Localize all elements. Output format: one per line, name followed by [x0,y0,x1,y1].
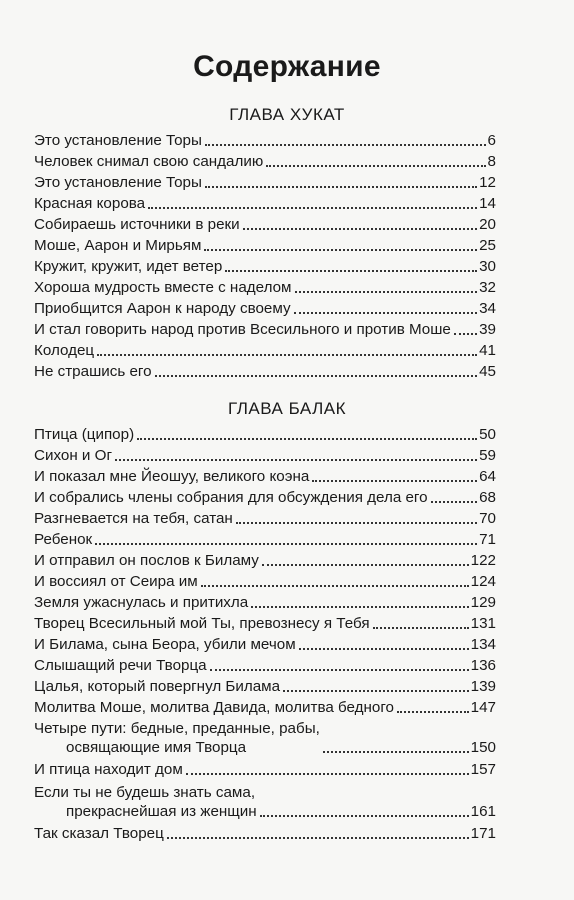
toc-entry-title: Кружит, кружит, идет ветер [34,258,223,275]
toc-entry-title: Красная корова [34,195,146,212]
toc-entry-title: И показал мне Йеошуу, великого коэна [34,468,310,485]
toc-entry-page: 34 [479,300,496,317]
toc-entry-title: Молитва Моше, молитва Давида, молитва бедного [34,699,394,716]
dot-leader [312,480,477,482]
toc-entry-page: 41 [479,342,496,359]
dot-leader [295,291,478,293]
toc-entry-title: Моше, Аарон и Мирьям [34,237,202,254]
page-title: Содержание [193,50,381,83]
toc-entry-page: 45 [479,363,496,380]
dot-leader [373,627,469,629]
toc-entry-title-continuation: освящающие имя Творца [66,739,247,756]
toc-entry-title: И воссиял от Сеира им [34,573,198,590]
toc-entry-title: Приобщится Аарон к народу своему [34,300,291,317]
dot-leader [431,501,478,503]
toc-entry-title: Земля ужаснулась и притихла [34,594,249,611]
toc-entry-page: 14 [479,195,496,212]
dot-leader [266,165,485,167]
toc-entry-title: Разгневается на тебя, сатан [34,510,233,527]
dot-leader [186,773,469,775]
dot-leader [167,837,469,839]
toc-entry-title: Так сказал Творец [34,825,164,842]
toc-entry-title: Колодец [34,342,95,359]
dot-leader [243,228,477,230]
toc-entry[interactable] [34,194,496,213]
toc-entry-page: 32 [479,279,496,296]
toc-entry-page: 129 [470,594,496,611]
toc-entry-page: 161 [470,803,496,820]
toc-entry-title: И стал говорить народ против Всесильного и против Моше [34,321,451,338]
toc-entry-title: Это установление Торы [34,132,202,149]
toc-entry-page: 25 [479,237,496,254]
toc-entry[interactable] [34,635,496,654]
dot-leader [454,333,477,335]
toc-entry[interactable] [34,509,496,528]
toc-entry-title: Не страшись его [34,363,152,380]
dot-leader [299,648,469,650]
dot-leader [148,207,477,209]
toc-entry-page: 131 [470,615,496,632]
toc-entry[interactable] [34,719,496,757]
toc-entry[interactable] [34,488,496,507]
toc-entry[interactable] [34,824,496,843]
toc-entry-title: Собираешь источники в реки [34,216,240,233]
toc-entry-page: 171 [470,825,496,842]
dot-leader [283,690,469,692]
toc-entry[interactable] [34,131,496,150]
toc-entry[interactable] [34,173,496,192]
toc-entry-title: Творец Всесильный мой Ты, превознесу я Тебя [34,615,370,632]
dot-leader [204,249,477,251]
toc-entry[interactable] [34,530,496,549]
toc-entry-title: Ребенок [34,531,93,548]
toc-entry[interactable] [34,446,496,465]
toc-entry[interactable] [34,257,496,276]
dot-leader [236,522,477,524]
toc-entry-title: Цалья, который повергнул Билама [34,678,281,695]
toc-entry-title: Хороша мудрость вместе с наделом [34,279,292,296]
toc-entry[interactable] [34,299,496,318]
toc-entry-title: И отправил он послов к Биламу [34,552,259,569]
toc-entry-page: 71 [479,531,496,548]
dot-leader [260,815,469,817]
toc-entry-page: 124 [470,573,496,590]
toc-entry[interactable] [34,656,496,675]
toc-entry-page: 147 [470,699,496,716]
toc-entry[interactable] [34,572,496,591]
toc-entry[interactable] [34,467,496,486]
dot-leader [251,606,468,608]
toc-entry-title: И собрались члены собрания для обсуждения дела его [34,489,428,506]
toc-entry-title: Это установление Торы [34,174,202,191]
dot-leader [294,312,478,314]
toc-entry-title: Слышащий речи Творца [34,657,207,674]
toc-entry[interactable] [34,760,496,779]
toc-entry[interactable] [34,278,496,297]
dot-leader [205,144,486,146]
dot-leader [95,543,477,545]
toc-entry-page: 6 [487,132,496,149]
dot-leader [225,270,477,272]
toc-entry-page: 150 [470,739,496,756]
toc-entry-page: 8 [487,153,496,170]
toc-entry[interactable] [34,152,496,171]
toc-entry-page: 122 [470,552,496,569]
toc-entry-title: И птица находит дом [34,761,183,778]
toc-entry-page: 136 [470,657,496,674]
dot-leader [210,669,469,671]
dot-leader [397,711,469,713]
toc-entry-page: 20 [479,216,496,233]
toc-entry-page: 39 [479,321,496,338]
toc-entry[interactable] [34,425,496,444]
toc-entry-page: 139 [470,678,496,695]
dot-leader [323,751,469,753]
section-heading-hukat: ГЛАВА ХУКАТ [229,105,345,124]
toc-entry-page: 68 [479,489,496,506]
toc-entry-title: Человек снимал свою сандалию [34,153,264,170]
dot-leader [201,585,469,587]
toc-entry[interactable] [34,215,496,234]
toc-entry[interactable] [34,236,496,255]
toc-entry-page: 134 [470,636,496,653]
section-heading-balak: ГЛАВА БАЛАК [228,399,346,418]
toc-entry-title-continuation: прекраснейшая из женщин [66,803,257,820]
toc-entry-title: Четыре пути: бедные, преданные, рабы, [34,720,320,737]
toc-entry-title: Если ты не будешь знать сама, [34,784,256,801]
toc-entry[interactable] [34,551,496,570]
toc-entry-page: 30 [479,258,496,275]
toc-entry-title: Птица (ципор) [34,426,135,443]
dot-leader [97,354,477,356]
dot-leader [137,438,477,440]
toc-entry[interactable] [34,614,496,633]
toc-entry[interactable] [34,320,496,339]
toc-entry[interactable] [34,783,496,821]
toc-entry-page: 59 [479,447,496,464]
toc-entry[interactable] [34,341,496,360]
toc-entry[interactable] [34,677,496,696]
toc-entry-page: 12 [479,174,496,191]
dot-leader [155,375,478,377]
toc-entry-page: 64 [479,468,496,485]
toc-entry-page: 70 [479,510,496,527]
toc-entry-title: И Билама, сына Беора, убили мечом [34,636,296,653]
dot-leader [115,459,477,461]
toc-entry[interactable] [34,593,496,612]
dot-leader [205,186,477,188]
toc-entry[interactable] [34,698,496,717]
toc-entry[interactable] [34,362,496,381]
toc-entry-page: 50 [479,426,496,443]
toc-entry-page: 157 [470,761,496,778]
dot-leader [262,564,469,566]
toc-entry-title: Сихон и Ог [34,447,112,464]
